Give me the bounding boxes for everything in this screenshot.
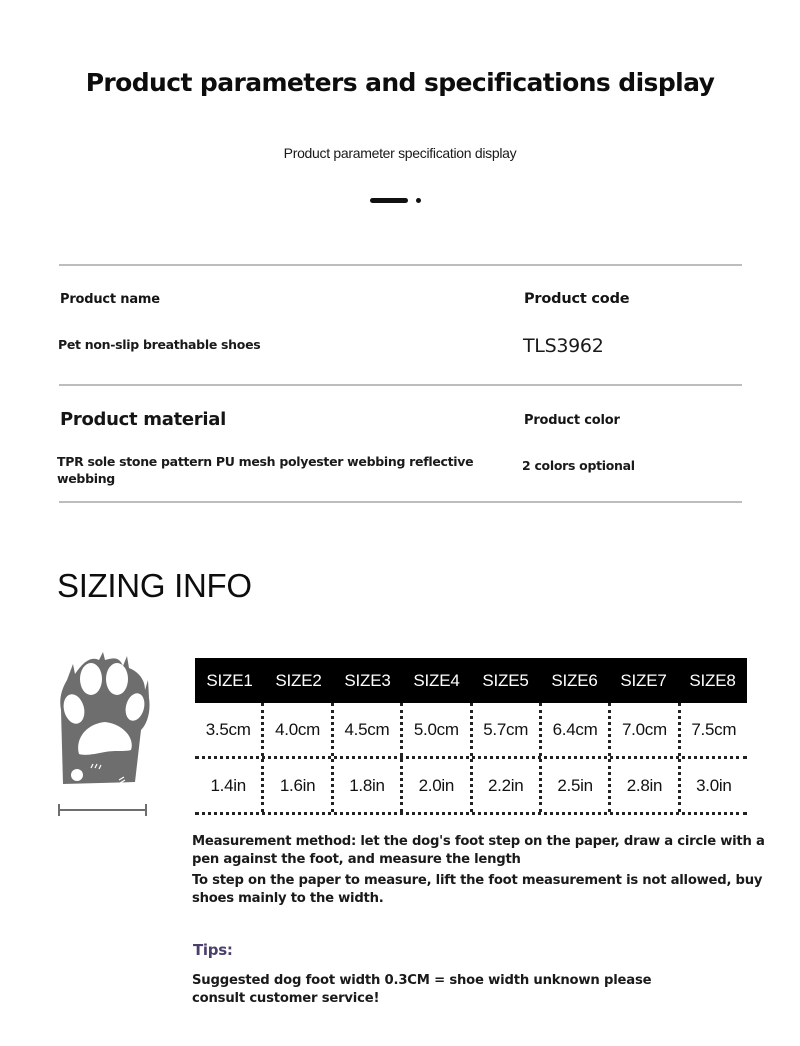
- measurement-instructions: [192, 833, 782, 908]
- product-material-label: Product material: [60, 409, 226, 430]
- size-header-5: SIZE5: [482, 670, 529, 690]
- size-table: [195, 658, 747, 815]
- product-name-value: Pet non-slip breathable shoes: [58, 337, 261, 352]
- table-cell: 4.0cm: [264, 703, 333, 756]
- product-code-label: Product code: [524, 291, 630, 307]
- table-row-in: [195, 759, 747, 815]
- measurement-note-text: To step on the paper to measure, lift the foot measurement is not allowed, buy shoes mainly to the width.: [192, 873, 763, 906]
- table-cell: 2.5in: [542, 759, 611, 812]
- size-header-1: SIZE1: [206, 670, 253, 690]
- page-title: Product parameters and specifications display: [85, 68, 715, 97]
- table-cell: 6.4cm: [542, 703, 611, 756]
- product-name-label: Product name: [60, 292, 160, 307]
- page-subtitle: Product parameter specification display: [283, 145, 517, 161]
- size-header-2: SIZE2: [275, 670, 322, 690]
- table-cell: 1.8in: [334, 759, 403, 812]
- table-cell: 1.6in: [264, 759, 333, 812]
- table-cell: 3.0in: [696, 775, 732, 795]
- size-table-header: [195, 658, 747, 703]
- size-header-6: SIZE6: [551, 670, 598, 690]
- divider-middle: [59, 384, 742, 386]
- product-material-value: TPR sole stone pattern PU mesh polyester webbing reflective webbing: [57, 454, 474, 486]
- size-header-8: SIZE8: [689, 670, 736, 690]
- table-cell: 2.2in: [473, 759, 542, 812]
- table-row-cm: [195, 703, 747, 759]
- size-header-4: SIZE4: [413, 670, 460, 690]
- paw-print-icon: [55, 650, 155, 822]
- decorative-dash: [370, 198, 408, 203]
- measurement-method-text: Measurement method: let the dog's foot step on the paper, draw a circle with a pen against the foot, and measure the length: [192, 834, 765, 867]
- divider-bottom: [59, 501, 742, 503]
- table-cell: 1.4in: [195, 759, 264, 812]
- product-code-value: TLS3962: [523, 335, 604, 357]
- tips-label: Tips:: [193, 941, 233, 959]
- sizing-title: SIZING INFO: [57, 567, 252, 604]
- table-cell: 2.0in: [403, 759, 472, 812]
- table-cell: 2.8in: [611, 759, 680, 812]
- table-cell: 5.7cm: [473, 703, 542, 756]
- table-cell: 4.5cm: [334, 703, 403, 756]
- size-header-7: SIZE7: [620, 670, 667, 690]
- tips-text: Suggested dog foot width 0.3CM = shoe width unknown please consult customer service!: [192, 973, 652, 1006]
- table-cell: 3.5cm: [195, 703, 264, 756]
- divider-top: [59, 264, 742, 266]
- table-cell: 7.0cm: [611, 703, 680, 756]
- table-cell: 5.0cm: [403, 703, 472, 756]
- product-color-value: 2 colors optional: [522, 458, 635, 473]
- product-color-label: Product color: [524, 413, 620, 428]
- table-cell: 7.5cm: [691, 719, 737, 739]
- size-header-3: SIZE3: [344, 670, 391, 690]
- decorative-dot: [416, 198, 421, 203]
